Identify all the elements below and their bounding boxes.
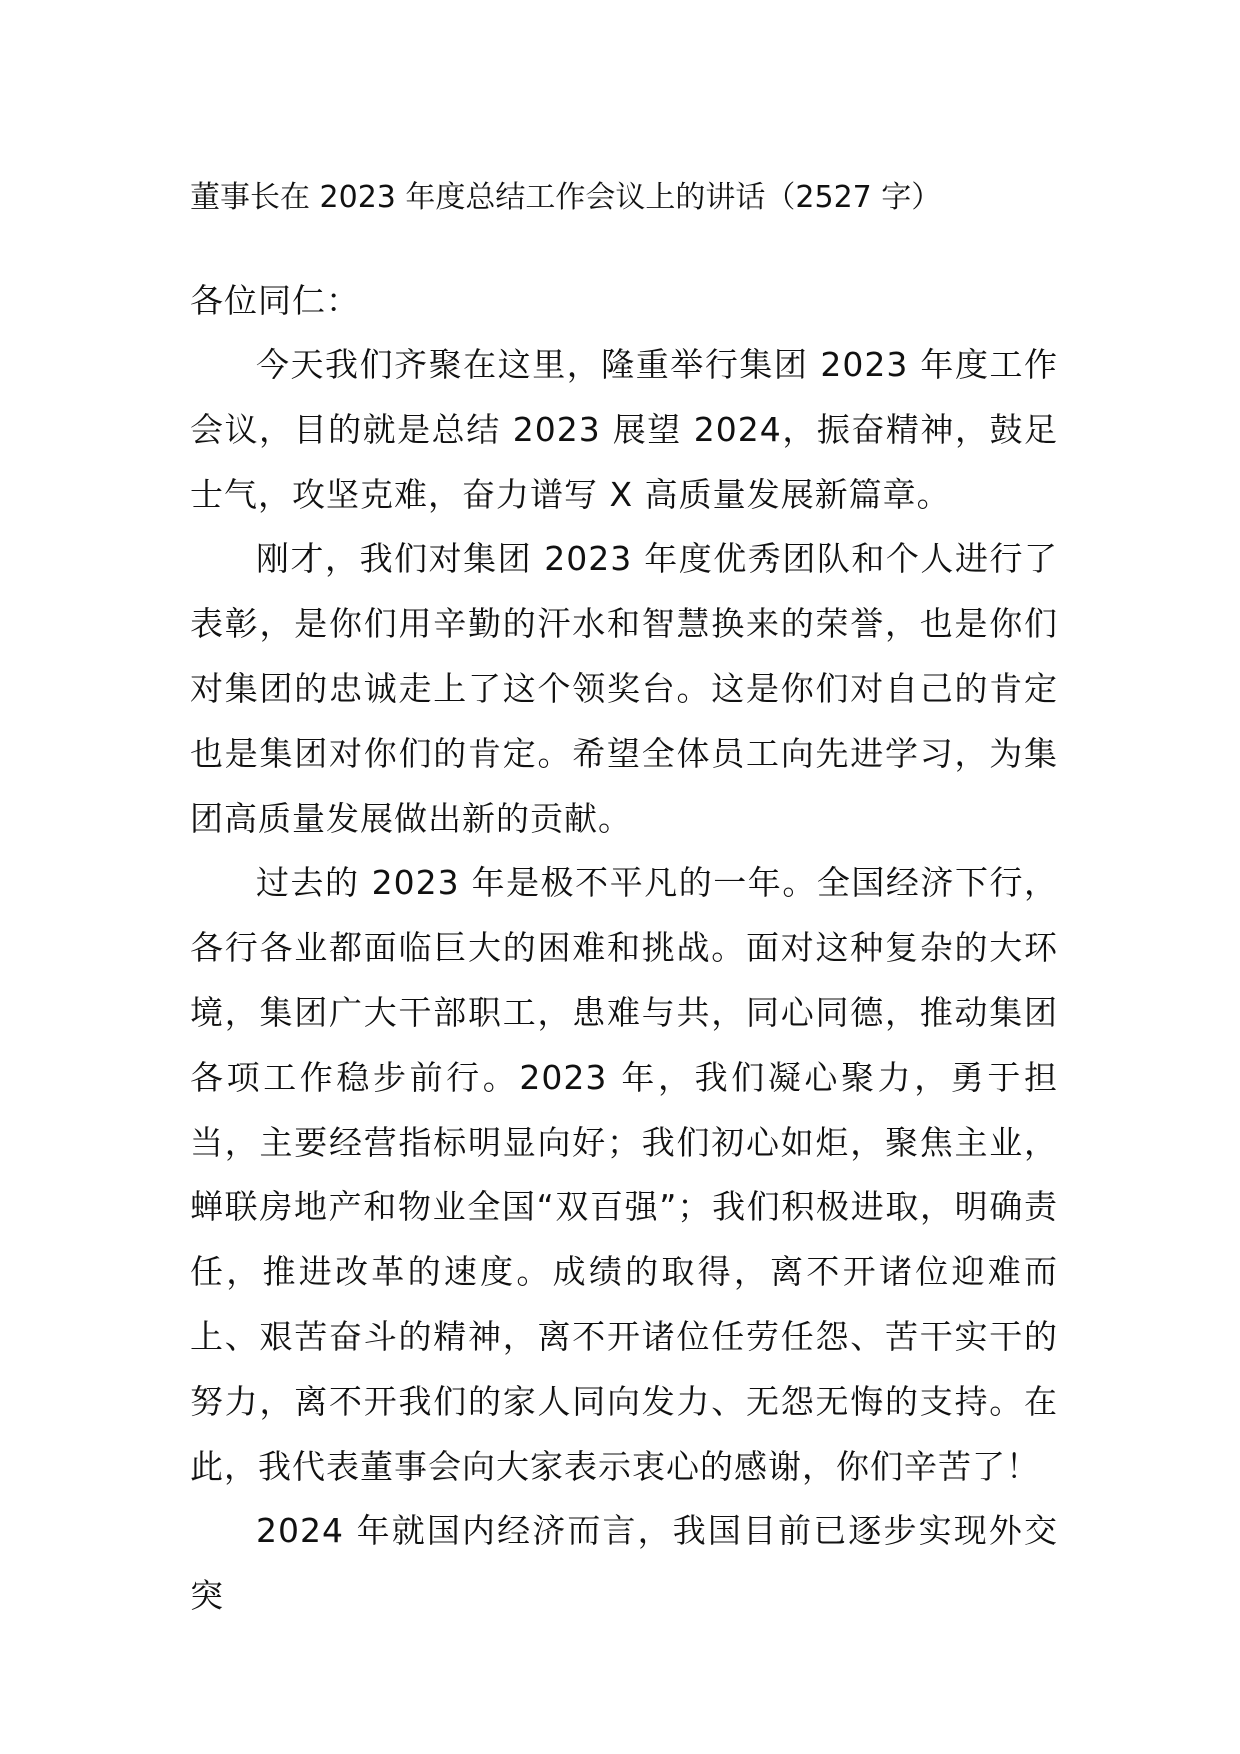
- speech-body: [190, 268, 1058, 1629]
- paragraph-outlook-2024: 2024 年就国内经济而言，我国目前已逐步实现外交突: [190, 1511, 1058, 1616]
- document-title: 董事长在 2023 年度总结工作会议上的讲话（2527 字）: [190, 180, 942, 215]
- paragraph-opening: 今天我们齐聚在这里，隆重举行集团 2023 年度工作会议，目的就是总结 2023 展望 2024，振奋精神，鼓足士气，攻坚克难，奋力谱写 X 高质量发展新篇章。: [190, 345, 1058, 514]
- paragraph-commendation: 刚才，我们对集团 2023 年度优秀团队和个人进行了表彰，是你们用辛勤的汗水和智慧换来的荣誉，也是你们对集团的忠诚走上了这个领奖台。这是你们对自己的肯定也是集团对你们的肯定。希望全体员工向先进学习，为集团高质量发展做出新的贡献。: [190, 539, 1058, 838]
- paragraph-review-2023: 过去的 2023 年是极不平凡的一年。全国经济下行，各行各业都面临巨大的困难和挑战。面对这种复杂的大环境，集团广大干部职工，患难与共，同心同德，推动集团各项工作稳步前行。2023 年，我们凝心聚力，勇于担当，主要经营指标明显向好；我们初心如炬，聚焦主业，蝉联房地产和物业全国“双百强”；我们积极进取，明确责任，推进改革的速度。成绩的取得，离不开诸位迎难而上、艰苦奋斗的精神，离不开诸位任劳任怨、苦干实干的努力，离不开我们的家人同向发力、无怨无悔的支持。在此，我代表董事会向大家表示衷心的感谢，你们辛苦了！: [190, 863, 1058, 1486]
- salutation: 各位同仁：: [190, 281, 360, 320]
